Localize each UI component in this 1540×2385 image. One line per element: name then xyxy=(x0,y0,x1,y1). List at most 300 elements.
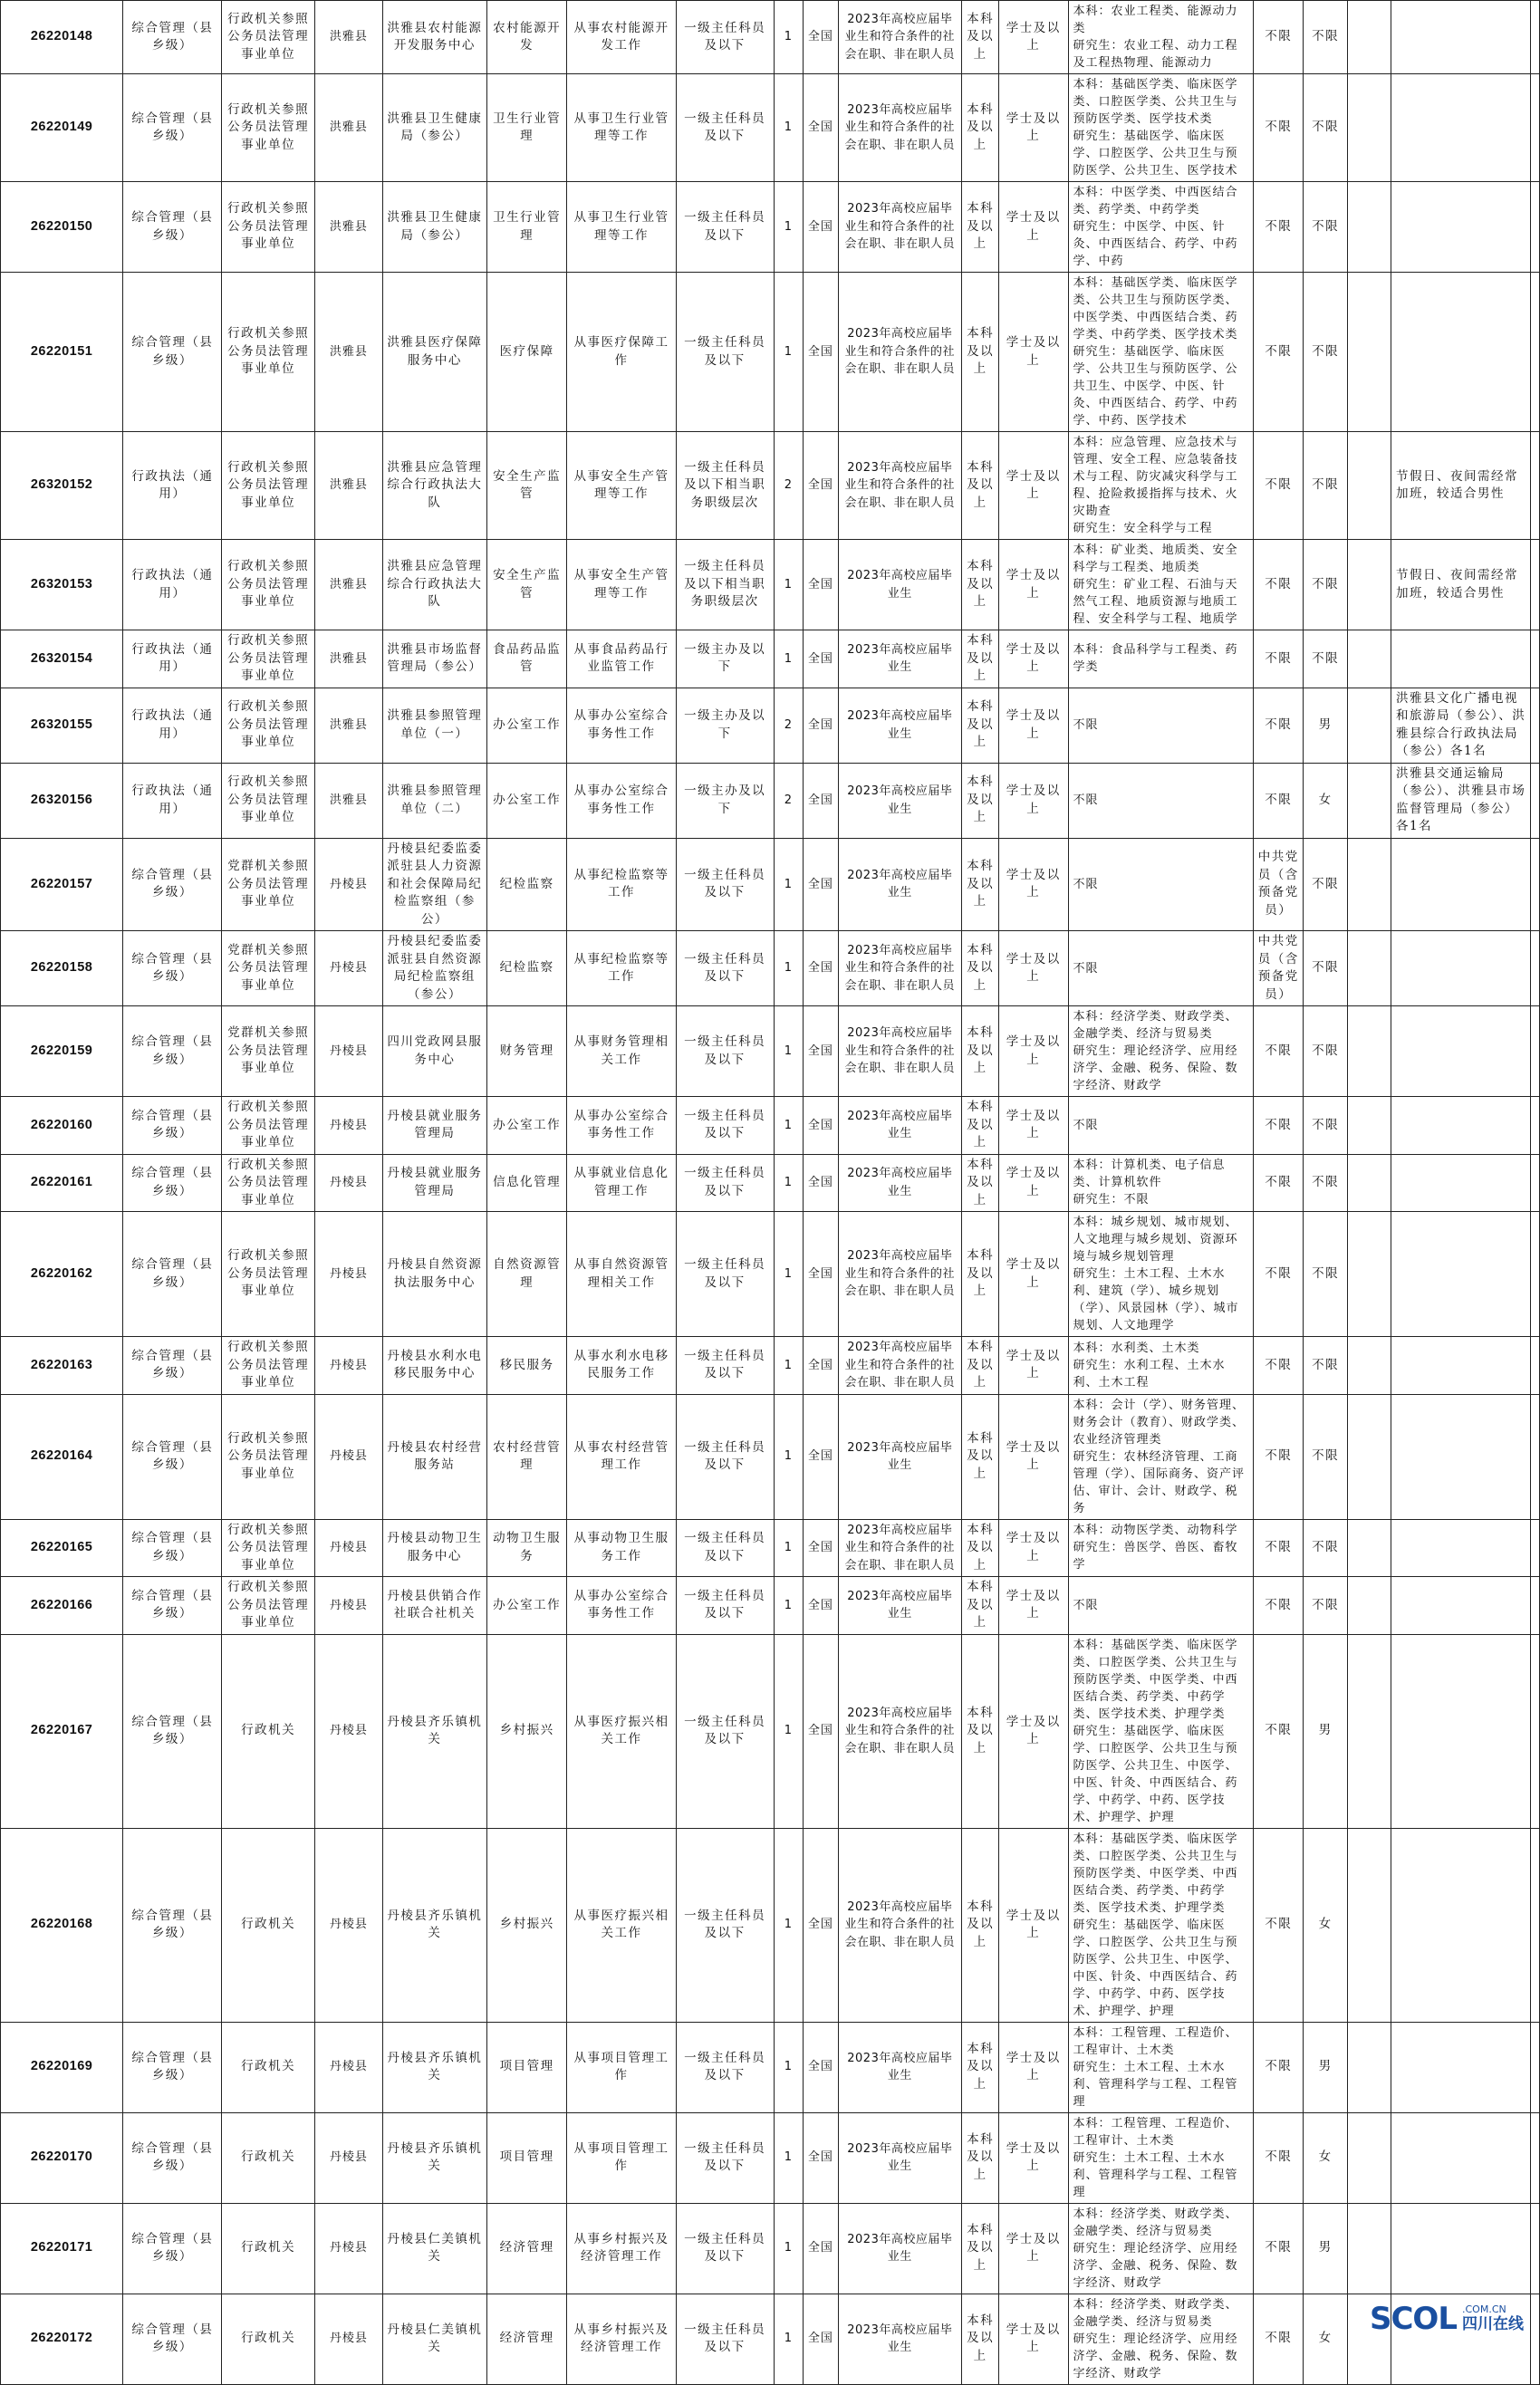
scol-logo: SCOL xyxy=(1369,2301,1457,2337)
headcount: 2 xyxy=(774,763,804,838)
remarks xyxy=(1391,1519,1530,1577)
headcount: 1 xyxy=(774,2022,804,2112)
major-requirement: 本科：经济学类、财政学类、金融学类、经济与贸易类 研究生：理论经济学、应用经济学、金融、税务、保险、数字经济、财政学 xyxy=(1068,1006,1254,1097)
remarks xyxy=(1391,182,1530,273)
padding-cell xyxy=(1531,1634,1540,1828)
padding-cell xyxy=(1531,1577,1540,1635)
headcount: 1 xyxy=(774,1,804,74)
rank-level: 一级主任科员及以下 xyxy=(676,1212,774,1337)
political-status: 不限 xyxy=(1254,273,1304,432)
political-status: 不限 xyxy=(1254,2022,1304,2112)
county: 丹棱县 xyxy=(314,2203,382,2294)
scol-name: 四川在线 xyxy=(1462,2315,1524,2333)
table-row xyxy=(1,763,1540,838)
headcount: 1 xyxy=(774,540,804,630)
target-applicants: 2023年高校应届毕业生 xyxy=(838,1394,962,1519)
position-code: 26220158 xyxy=(1,931,123,1006)
area: 全国 xyxy=(804,1006,838,1097)
recruiting-unit: 丹棱县农村经营服务站 xyxy=(382,1394,486,1519)
position-duty: 从事纪检监察等工作 xyxy=(567,931,676,1006)
gender: 不限 xyxy=(1304,1097,1348,1155)
education: 本科及以上 xyxy=(962,1212,999,1337)
position-name: 信息化管理 xyxy=(486,1154,567,1212)
rank-level: 一级主办及以下 xyxy=(676,688,774,763)
area: 全国 xyxy=(804,2203,838,2294)
recruiting-unit: 丹棱县齐乐镇机关 xyxy=(382,1634,486,1828)
area: 全国 xyxy=(804,1634,838,1828)
position-code: 26220171 xyxy=(1,2203,123,2294)
political-status: 不限 xyxy=(1254,74,1304,182)
target-applicants: 2023年高校应届毕业生 xyxy=(838,540,962,630)
other-requirement xyxy=(1348,1394,1391,1519)
exam-category: 综合管理（县乡级） xyxy=(123,1097,222,1155)
padding-cell xyxy=(1531,2294,1540,2384)
headcount: 1 xyxy=(774,1337,804,1395)
area: 全国 xyxy=(804,273,838,432)
headcount: 2 xyxy=(774,688,804,763)
major-requirement: 本科：矿业类、地质类、安全科学与工程类、地质类 研究生：矿业工程、石油与天然气工程、地质资源与地质工程、安全科学与工程、地质学 xyxy=(1068,540,1254,630)
area: 全国 xyxy=(804,630,838,688)
education: 本科及以上 xyxy=(962,74,999,182)
county: 洪雅县 xyxy=(314,763,382,838)
other-requirement xyxy=(1348,1337,1391,1395)
position-code: 26220150 xyxy=(1,182,123,273)
remarks xyxy=(1391,2022,1530,2112)
table-row xyxy=(1,1337,1540,1395)
table-row xyxy=(1,273,1540,432)
headcount: 1 xyxy=(774,1154,804,1212)
table-row xyxy=(1,1212,1540,1337)
headcount: 1 xyxy=(774,1394,804,1519)
education: 本科及以上 xyxy=(962,2022,999,2112)
other-requirement xyxy=(1348,1154,1391,1212)
recruiting-unit: 丹棱县水利水电移民服务中心 xyxy=(382,1337,486,1395)
other-requirement xyxy=(1348,1212,1391,1337)
table-row xyxy=(1,540,1540,630)
education: 本科及以上 xyxy=(962,540,999,630)
degree: 学士及以上 xyxy=(999,1212,1068,1337)
exam-category: 综合管理（县乡级） xyxy=(123,1634,222,1828)
padding-cell xyxy=(1531,1154,1540,1212)
position-duty: 从事办公室综合事务性工作 xyxy=(567,763,676,838)
gender: 不限 xyxy=(1304,931,1348,1006)
headcount: 1 xyxy=(774,273,804,432)
political-status: 不限 xyxy=(1254,763,1304,838)
other-requirement xyxy=(1348,838,1391,931)
exam-category: 综合管理（县乡级） xyxy=(123,182,222,273)
degree: 学士及以上 xyxy=(999,540,1068,630)
major-requirement: 不限 xyxy=(1068,688,1254,763)
political-status: 不限 xyxy=(1254,540,1304,630)
other-requirement xyxy=(1348,1634,1391,1828)
remarks xyxy=(1391,1006,1530,1097)
political-status: 不限 xyxy=(1254,1577,1304,1635)
gender: 不限 xyxy=(1304,1337,1348,1395)
gender: 女 xyxy=(1304,2112,1348,2203)
exam-category: 综合管理（县乡级） xyxy=(123,1394,222,1519)
headcount: 1 xyxy=(774,2112,804,2203)
unit-type: 行政机关 xyxy=(222,2203,314,2294)
exam-category: 综合管理（县乡级） xyxy=(123,2203,222,2294)
padding-cell xyxy=(1531,1519,1540,1577)
area: 全国 xyxy=(804,1212,838,1337)
political-status: 不限 xyxy=(1254,1154,1304,1212)
position-duty: 从事项目管理工作 xyxy=(567,2022,676,2112)
other-requirement xyxy=(1348,432,1391,540)
degree: 学士及以上 xyxy=(999,630,1068,688)
remarks xyxy=(1391,273,1530,432)
position-duty: 从事纪检监察等工作 xyxy=(567,838,676,931)
county: 丹棱县 xyxy=(314,2112,382,2203)
recruiting-unit: 丹棱县就业服务管理局 xyxy=(382,1154,486,1212)
major-requirement: 本科：农业工程类、能源动力类 研究生：农业工程、动力工程及工程热物理、能源动力 xyxy=(1068,1,1254,74)
unit-type: 行政机关 xyxy=(222,2022,314,2112)
political-status: 不限 xyxy=(1254,1828,1304,2022)
other-requirement xyxy=(1348,1519,1391,1577)
area: 全国 xyxy=(804,1519,838,1577)
headcount: 1 xyxy=(774,74,804,182)
education: 本科及以上 xyxy=(962,688,999,763)
position-code: 26220162 xyxy=(1,1212,123,1337)
headcount: 1 xyxy=(774,931,804,1006)
degree: 学士及以上 xyxy=(999,273,1068,432)
position-code: 26320155 xyxy=(1,688,123,763)
major-requirement: 不限 xyxy=(1068,1097,1254,1155)
county: 洪雅县 xyxy=(314,688,382,763)
recruiting-unit: 洪雅县应急管理综合行政执法大队 xyxy=(382,540,486,630)
target-applicants: 2023年高校应届毕业生 xyxy=(838,688,962,763)
position-name: 安全生产监管 xyxy=(486,540,567,630)
padding-cell xyxy=(1531,1097,1540,1155)
target-applicants: 2023年高校应届毕业生 xyxy=(838,2294,962,2384)
political-status: 不限 xyxy=(1254,2294,1304,2384)
target-applicants: 2023年高校应届毕业生和符合条件的社会在职、非在职人员 xyxy=(838,931,962,1006)
major-requirement: 本科：基础医学类、临床医学类、公共卫生与预防医学类、中医学类、中西医结合类、药学类、中药学类、医学技术类 研究生：基础医学、临床医学、公共卫生与预防医学、公共卫生、中医学、中医、针灸、中西医结合、药学、中药学、中药、医学技术 xyxy=(1068,273,1254,432)
position-code: 26220159 xyxy=(1,1006,123,1097)
unit-type: 行政机关参照公务员法管理事业单位 xyxy=(222,273,314,432)
rank-level: 一级主任科员及以下 xyxy=(676,1,774,74)
rank-level: 一级主任科员及以下 xyxy=(676,1337,774,1395)
education: 本科及以上 xyxy=(962,1394,999,1519)
unit-type: 行政机关参照公务员法管理事业单位 xyxy=(222,630,314,688)
unit-type: 行政机关参照公务员法管理事业单位 xyxy=(222,1,314,74)
county: 洪雅县 xyxy=(314,1,382,74)
county: 丹棱县 xyxy=(314,1577,382,1635)
county: 洪雅县 xyxy=(314,74,382,182)
rank-level: 一级主任科员及以下 xyxy=(676,1828,774,2022)
degree: 学士及以上 xyxy=(999,1828,1068,2022)
recruiting-unit: 丹棱县供销合作社联合社机关 xyxy=(382,1577,486,1635)
recruiting-unit: 丹棱县齐乐镇机关 xyxy=(382,2112,486,2203)
area: 全国 xyxy=(804,1154,838,1212)
position-name: 经济管理 xyxy=(486,2203,567,2294)
county: 洪雅县 xyxy=(314,182,382,273)
gender: 不限 xyxy=(1304,273,1348,432)
remarks: 洪雅县交通运输局（参公）、洪雅县市场监督管理局（参公）各1名 xyxy=(1391,763,1530,838)
position-name: 办公室工作 xyxy=(486,1577,567,1635)
political-status: 不限 xyxy=(1254,1634,1304,1828)
political-status: 不限 xyxy=(1254,2112,1304,2203)
political-status: 不限 xyxy=(1254,1337,1304,1395)
padding-cell xyxy=(1531,630,1540,688)
target-applicants: 2023年高校应届毕业生 xyxy=(838,2203,962,2294)
county: 丹棱县 xyxy=(314,2294,382,2384)
recruiting-unit: 丹棱县仁美镇机关 xyxy=(382,2294,486,2384)
rank-level: 一级主任科员及以下 xyxy=(676,1394,774,1519)
target-applicants: 2023年高校应届毕业生和符合条件的社会在职、非在职人员 xyxy=(838,432,962,540)
exam-category: 行政执法（通用） xyxy=(123,763,222,838)
padding-cell xyxy=(1531,74,1540,182)
degree: 学士及以上 xyxy=(999,1577,1068,1635)
target-applicants: 2023年高校应届毕业生和符合条件的社会在职、非在职人员 xyxy=(838,182,962,273)
unit-type: 行政机关参照公务员法管理事业单位 xyxy=(222,1519,314,1577)
remarks xyxy=(1391,1154,1530,1212)
remarks xyxy=(1391,74,1530,182)
gender: 不限 xyxy=(1304,540,1348,630)
position-name: 食品药品监管 xyxy=(486,630,567,688)
remarks xyxy=(1391,1577,1530,1635)
recruiting-unit: 丹棱县自然资源执法服务中心 xyxy=(382,1212,486,1337)
recruiting-unit: 洪雅县农村能源开发服务中心 xyxy=(382,1,486,74)
table-row xyxy=(1,1006,1540,1097)
rank-level: 一级主办及以下 xyxy=(676,630,774,688)
table-row xyxy=(1,2022,1540,2112)
position-duty: 从事水利水电移民服务工作 xyxy=(567,1337,676,1395)
rank-level: 一级主任科员及以下 xyxy=(676,1634,774,1828)
position-code: 26220170 xyxy=(1,2112,123,2203)
target-applicants: 2023年高校应届毕业生 xyxy=(838,2022,962,2112)
major-requirement: 本科：基础医学类、临床医学类、口腔医学类、公共卫生与预防医学类、中医学类、中西医结合类、药学类、中药学类、医学技术类、护理学类 研究生：基础医学、临床医学、口腔医学、公共卫生与预防医学、公共卫生、中医学、中医、针灸、中西医结合、药学、中药学、中药、医学技术、护理学、护理 xyxy=(1068,1634,1254,1828)
scol-domain: .COM.CN xyxy=(1462,2303,1506,2315)
exam-category: 综合管理（县乡级） xyxy=(123,2022,222,2112)
unit-type: 行政机关参照公务员法管理事业单位 xyxy=(222,1337,314,1395)
gender: 女 xyxy=(1304,2294,1348,2384)
rank-level: 一级主任科员及以下 xyxy=(676,1519,774,1577)
position-duty: 从事乡村振兴及经济管理工作 xyxy=(567,2203,676,2294)
remarks xyxy=(1391,1394,1530,1519)
political-status: 不限 xyxy=(1254,630,1304,688)
area: 全国 xyxy=(804,763,838,838)
remarks xyxy=(1391,2112,1530,2203)
remarks xyxy=(1391,630,1530,688)
gender: 不限 xyxy=(1304,1394,1348,1519)
unit-type: 行政机关 xyxy=(222,1828,314,2022)
rank-level: 一级主任科员及以下相当职务职级层次 xyxy=(676,540,774,630)
headcount: 1 xyxy=(774,1212,804,1337)
headcount: 1 xyxy=(774,182,804,273)
unit-type: 行政机关参照公务员法管理事业单位 xyxy=(222,1097,314,1155)
position-duty: 从事安全生产管理等工作 xyxy=(567,540,676,630)
education: 本科及以上 xyxy=(962,763,999,838)
other-requirement xyxy=(1348,1,1391,74)
rank-level: 一级主任科员及以下 xyxy=(676,273,774,432)
exam-category: 综合管理（县乡级） xyxy=(123,1154,222,1212)
position-code: 26220167 xyxy=(1,1634,123,1828)
recruiting-unit: 丹棱县纪委监委派驻县自然资源局纪检监察组（参公） xyxy=(382,931,486,1006)
degree: 学士及以上 xyxy=(999,432,1068,540)
position-code: 26320152 xyxy=(1,432,123,540)
political-status: 不限 xyxy=(1254,432,1304,540)
padding-cell xyxy=(1531,1212,1540,1337)
area: 全国 xyxy=(804,2294,838,2384)
position-name: 安全生产监管 xyxy=(486,432,567,540)
county: 丹棱县 xyxy=(314,1634,382,1828)
table-row xyxy=(1,1154,1540,1212)
exam-category: 综合管理（县乡级） xyxy=(123,931,222,1006)
degree: 学士及以上 xyxy=(999,1634,1068,1828)
table-row xyxy=(1,1097,1540,1155)
other-requirement xyxy=(1348,688,1391,763)
headcount: 1 xyxy=(774,1097,804,1155)
position-code: 26220149 xyxy=(1,74,123,182)
headcount: 1 xyxy=(774,630,804,688)
rank-level: 一级主任科员及以下 xyxy=(676,2112,774,2203)
position-duty: 从事农村能源开发工作 xyxy=(567,1,676,74)
other-requirement xyxy=(1348,2112,1391,2203)
gender: 不限 xyxy=(1304,1519,1348,1577)
padding-cell xyxy=(1531,273,1540,432)
padding-cell xyxy=(1531,1,1540,74)
gender: 不限 xyxy=(1304,630,1348,688)
education: 本科及以上 xyxy=(962,1,999,74)
degree: 学士及以上 xyxy=(999,2022,1068,2112)
target-applicants: 2023年高校应届毕业生和符合条件的社会在职、非在职人员 xyxy=(838,1634,962,1828)
education: 本科及以上 xyxy=(962,1577,999,1635)
exam-category: 行政执法（通用） xyxy=(123,432,222,540)
exam-category: 综合管理（县乡级） xyxy=(123,838,222,931)
gender: 不限 xyxy=(1304,1006,1348,1097)
unit-type: 党群机关参照公务员法管理事业单位 xyxy=(222,931,314,1006)
county: 丹棱县 xyxy=(314,1394,382,1519)
education: 本科及以上 xyxy=(962,2112,999,2203)
padding-cell xyxy=(1531,763,1540,838)
remarks xyxy=(1391,1097,1530,1155)
county: 丹棱县 xyxy=(314,1097,382,1155)
unit-type: 行政机关参照公务员法管理事业单位 xyxy=(222,540,314,630)
table-row xyxy=(1,1828,1540,2022)
major-requirement: 本科：基础医学类、临床医学类、口腔医学类、公共卫生与预防医学类、医学技术类 研究生：基础医学、临床医学、口腔医学、公共卫生与预防医学、公共卫生、医学技术 xyxy=(1068,74,1254,182)
table-row xyxy=(1,432,1540,540)
table-row xyxy=(1,1394,1540,1519)
other-requirement xyxy=(1348,931,1391,1006)
headcount: 1 xyxy=(774,1577,804,1635)
position-duty: 从事安全生产管理等工作 xyxy=(567,432,676,540)
recruiting-unit: 洪雅县卫生健康局（参公） xyxy=(382,182,486,273)
recruiting-unit: 丹棱县齐乐镇机关 xyxy=(382,2022,486,2112)
education: 本科及以上 xyxy=(962,1828,999,2022)
major-requirement: 本科：动物医学类、动物科学 研究生：兽医学、兽医、畜牧学 xyxy=(1068,1519,1254,1577)
table-row xyxy=(1,2294,1540,2384)
position-code: 26220157 xyxy=(1,838,123,931)
other-requirement xyxy=(1348,2203,1391,2294)
rank-level: 一级主任科员及以下 xyxy=(676,74,774,182)
gender: 男 xyxy=(1304,688,1348,763)
education: 本科及以上 xyxy=(962,630,999,688)
padding-cell xyxy=(1531,1006,1540,1097)
gender: 男 xyxy=(1304,1634,1348,1828)
headcount: 1 xyxy=(774,2203,804,2294)
position-code: 26220168 xyxy=(1,1828,123,2022)
education: 本科及以上 xyxy=(962,838,999,931)
county: 丹棱县 xyxy=(314,2022,382,2112)
county: 丹棱县 xyxy=(314,931,382,1006)
position-name: 项目管理 xyxy=(486,2112,567,2203)
remarks: 洪雅县文化广播电视和旅游局（参公）、洪雅县综合行政执法局（参公）各1名 xyxy=(1391,688,1530,763)
recruiting-unit: 洪雅县参照管理单位（二） xyxy=(382,763,486,838)
area: 全国 xyxy=(804,432,838,540)
degree: 学士及以上 xyxy=(999,2112,1068,2203)
headcount: 1 xyxy=(774,1634,804,1828)
rank-level: 一级主任科员及以下 xyxy=(676,931,774,1006)
table-row xyxy=(1,1634,1540,1828)
other-requirement xyxy=(1348,1828,1391,2022)
degree: 学士及以上 xyxy=(999,1097,1068,1155)
county: 丹棱县 xyxy=(314,1519,382,1577)
gender: 不限 xyxy=(1304,1577,1348,1635)
position-duty: 从事卫生行业管理等工作 xyxy=(567,74,676,182)
area: 全国 xyxy=(804,1337,838,1395)
exam-category: 综合管理（县乡级） xyxy=(123,2112,222,2203)
exam-category: 综合管理（县乡级） xyxy=(123,1519,222,1577)
recruiting-unit: 洪雅县市场监督管理局（参公） xyxy=(382,630,486,688)
padding-cell xyxy=(1531,432,1540,540)
degree: 学士及以上 xyxy=(999,763,1068,838)
position-code: 26320154 xyxy=(1,630,123,688)
major-requirement: 本科：水利类、土木类 研究生：水利工程、土木水利、土木工程 xyxy=(1068,1337,1254,1395)
gender: 男 xyxy=(1304,2203,1348,2294)
position-duty: 从事办公室综合事务性工作 xyxy=(567,1577,676,1635)
major-requirement: 本科：食品科学与工程类、药学类 xyxy=(1068,630,1254,688)
other-requirement xyxy=(1348,630,1391,688)
rank-level: 一级主任科员及以下 xyxy=(676,1097,774,1155)
rank-level: 一级主任科员及以下 xyxy=(676,2294,774,2384)
remarks xyxy=(1391,1634,1530,1828)
exam-category: 行政执法（通用） xyxy=(123,540,222,630)
other-requirement xyxy=(1348,74,1391,182)
position-code: 26220169 xyxy=(1,2022,123,2112)
table-row xyxy=(1,1519,1540,1577)
county: 丹棱县 xyxy=(314,1006,382,1097)
other-requirement xyxy=(1348,540,1391,630)
target-applicants: 2023年高校应届毕业生 xyxy=(838,1154,962,1212)
political-status: 不限 xyxy=(1254,688,1304,763)
unit-type: 行政机关参照公务员法管理事业单位 xyxy=(222,1212,314,1337)
unit-type: 行政机关参照公务员法管理事业单位 xyxy=(222,74,314,182)
area: 全国 xyxy=(804,931,838,1006)
target-applicants: 2023年高校应届毕业生和符合条件的社会在职、非在职人员 xyxy=(838,74,962,182)
gender: 女 xyxy=(1304,1828,1348,2022)
table-row xyxy=(1,2112,1540,2203)
table-row xyxy=(1,1,1540,74)
political-status: 不限 xyxy=(1254,1394,1304,1519)
position-code: 26320156 xyxy=(1,763,123,838)
education: 本科及以上 xyxy=(962,931,999,1006)
position-name: 自然资源管理 xyxy=(486,1212,567,1337)
headcount: 1 xyxy=(774,1519,804,1577)
table-row xyxy=(1,1577,1540,1635)
area: 全国 xyxy=(804,1577,838,1635)
gender: 不限 xyxy=(1304,74,1348,182)
padding-cell xyxy=(1531,182,1540,273)
education: 本科及以上 xyxy=(962,1337,999,1395)
major-requirement: 本科：工程管理、工程造价、工程审计、土木类 研究生：土木工程、土木水利、管理科学与工程、工程管理 xyxy=(1068,2112,1254,2203)
area: 全国 xyxy=(804,1394,838,1519)
exam-category: 综合管理（县乡级） xyxy=(123,1828,222,2022)
degree: 学士及以上 xyxy=(999,931,1068,1006)
position-code: 26220151 xyxy=(1,273,123,432)
county: 洪雅县 xyxy=(314,273,382,432)
position-name: 动物卫生服务 xyxy=(486,1519,567,1577)
